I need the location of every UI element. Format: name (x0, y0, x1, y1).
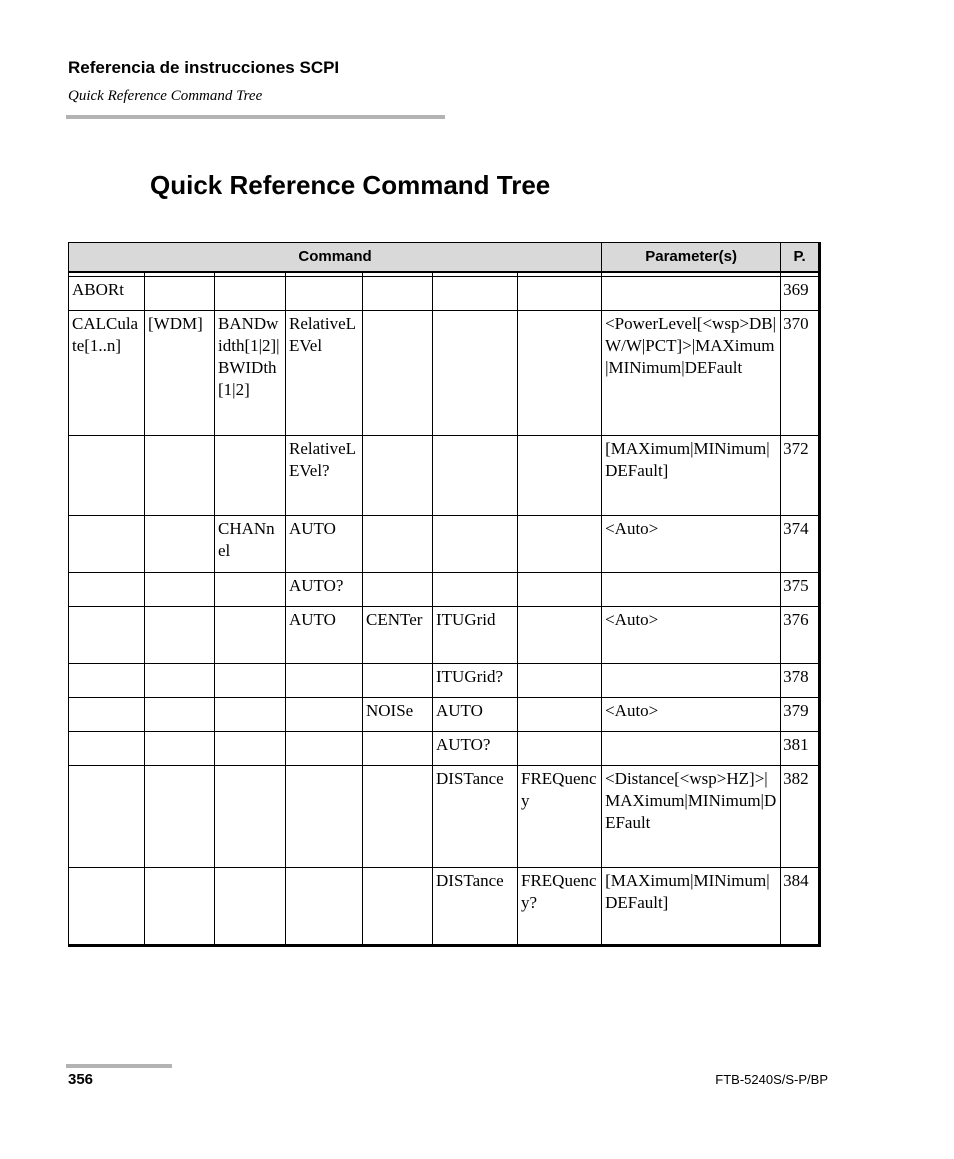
page-ref-cell: 379 (781, 698, 820, 732)
page-ref-cell: 384 (781, 868, 820, 946)
command-level-7-cell: FREQuency? (518, 868, 602, 946)
page-ref-cell: 382 (781, 766, 820, 868)
parameters-cell (602, 732, 781, 766)
table-row (69, 664, 820, 698)
command-level-3-cell (215, 868, 286, 946)
command-level-3-cell (215, 766, 286, 868)
command-level-5-cell (363, 664, 433, 698)
page-ref-cell: 369 (781, 277, 820, 311)
command-level-1-cell: ABORt (69, 277, 145, 311)
command-level-3-cell (215, 573, 286, 607)
command-level-3-cell (215, 664, 286, 698)
command-level-4-cell: AUTO (286, 607, 363, 664)
command-level-5-cell (363, 573, 433, 607)
command-level-1-cell (69, 436, 145, 516)
command-level-6-cell (433, 573, 518, 607)
command-level-3-cell (215, 277, 286, 311)
parameters-cell: <Distance[<wsp>HZ]>|MAXimum|MINimum|DEFault (602, 766, 781, 868)
command-level-2-cell (145, 732, 215, 766)
command-level-2-cell (145, 573, 215, 607)
command-level-7-cell (518, 573, 602, 607)
table-row (69, 277, 820, 311)
command-level-4-cell (286, 277, 363, 311)
command-level-7-cell (518, 516, 602, 573)
command-level-2-cell (145, 698, 215, 732)
header-rule (66, 115, 445, 119)
command-level-5-cell: NOISe (363, 698, 433, 732)
command-level-4-cell (286, 664, 363, 698)
command-level-5-cell (363, 311, 433, 436)
command-level-5-cell: CENTer (363, 607, 433, 664)
table-row (69, 698, 820, 732)
command-level-5-cell (363, 516, 433, 573)
command-level-7-cell (518, 277, 602, 311)
command-level-7-cell (518, 664, 602, 698)
page-ref-cell: 374 (781, 516, 820, 573)
command-level-6-cell: DISTance (433, 766, 518, 868)
product-model: FTB-5240S/S-P/BP (715, 1072, 828, 1087)
command-level-3-cell (215, 698, 286, 732)
running-header-title: Referencia de instrucciones SCPI (68, 58, 340, 77)
command-level-2-cell (145, 516, 215, 573)
header-parameters: Parameter(s) (602, 243, 781, 273)
command-level-7-cell (518, 732, 602, 766)
command-level-4-cell (286, 868, 363, 946)
command-level-4-cell: RelativeLEVel (286, 311, 363, 436)
footer-rule (66, 1064, 172, 1068)
command-level-1-cell (69, 573, 145, 607)
page-ref-cell: 378 (781, 664, 820, 698)
command-level-2-cell (145, 607, 215, 664)
command-level-1-cell (69, 607, 145, 664)
command-level-2-cell (145, 766, 215, 868)
command-level-3-cell (215, 607, 286, 664)
parameters-cell (602, 664, 781, 698)
parameters-cell: <Auto> (602, 516, 781, 573)
page-ref-cell: 370 (781, 311, 820, 436)
command-level-7-cell (518, 436, 602, 516)
parameters-cell: [MAXimum|MINimum|DEFault] (602, 868, 781, 946)
command-level-6-cell (433, 277, 518, 311)
parameters-cell (602, 573, 781, 607)
command-level-4-cell (286, 698, 363, 732)
parameters-cell: <PowerLevel[<wsp>DB|W/W|PCT]>|MAXimum|MINimum|DEFault (602, 311, 781, 436)
page-number: 356 (68, 1071, 94, 1088)
table-row (69, 732, 820, 766)
page-title: Quick Reference Command Tree (150, 170, 551, 200)
parameters-cell: [MAXimum|MINimum|DEFault] (602, 436, 781, 516)
command-level-6-cell (433, 311, 518, 436)
table-header-row (69, 243, 820, 273)
parameters-cell: <Auto> (602, 607, 781, 664)
command-level-1-cell (69, 516, 145, 573)
command-level-6-cell (433, 436, 518, 516)
command-level-4-cell: AUTO? (286, 573, 363, 607)
table-row (69, 311, 820, 436)
table-row (69, 573, 820, 607)
command-level-7-cell (518, 311, 602, 436)
command-level-6-cell: AUTO (433, 698, 518, 732)
command-level-1-cell (69, 732, 145, 766)
table-row (69, 516, 820, 573)
command-level-1-cell (69, 766, 145, 868)
command-level-6-cell: ITUGrid (433, 607, 518, 664)
page-ref-cell: 372 (781, 436, 820, 516)
command-level-1-cell (69, 698, 145, 732)
command-level-5-cell (363, 436, 433, 516)
command-level-5-cell (363, 732, 433, 766)
table-row (69, 436, 820, 516)
command-level-4-cell (286, 732, 363, 766)
command-level-6-cell: ITUGrid? (433, 664, 518, 698)
page-ref-cell: 375 (781, 573, 820, 607)
running-header-subtitle: Quick Reference Command Tree (68, 88, 263, 104)
command-level-1-cell (69, 868, 145, 946)
command-level-3-cell: CHANnel (215, 516, 286, 573)
page-ref-cell: 376 (781, 607, 820, 664)
header-command: Command (69, 243, 602, 273)
page-ref-cell: 381 (781, 732, 820, 766)
command-level-4-cell (286, 766, 363, 868)
command-level-2-cell (145, 664, 215, 698)
command-level-2-cell (145, 277, 215, 311)
table-row (69, 868, 820, 946)
command-level-2-cell (145, 436, 215, 516)
command-level-5-cell (363, 868, 433, 946)
command-level-2-cell: [WDM] (145, 311, 215, 436)
command-level-1-cell: CALCulate[1..n] (69, 311, 145, 436)
command-level-7-cell: FREQuency (518, 766, 602, 868)
command-level-4-cell: RelativeLEVel? (286, 436, 363, 516)
parameters-cell (602, 277, 781, 311)
command-level-3-cell: BANDwidth[1|2]|BWIDth[1|2] (215, 311, 286, 436)
table-row (69, 607, 820, 664)
command-level-1-cell (69, 664, 145, 698)
command-level-7-cell (518, 698, 602, 732)
command-level-3-cell (215, 436, 286, 516)
command-level-6-cell: AUTO? (433, 732, 518, 766)
command-level-7-cell (518, 607, 602, 664)
command-table (68, 242, 821, 947)
parameters-cell: <Auto> (602, 698, 781, 732)
command-level-5-cell (363, 766, 433, 868)
command-level-6-cell (433, 516, 518, 573)
command-level-2-cell (145, 868, 215, 946)
command-level-4-cell: AUTO (286, 516, 363, 573)
table-row (69, 766, 820, 868)
command-level-6-cell: DISTance (433, 868, 518, 946)
command-level-5-cell (363, 277, 433, 311)
command-level-3-cell (215, 732, 286, 766)
header-page: P. (781, 243, 820, 273)
